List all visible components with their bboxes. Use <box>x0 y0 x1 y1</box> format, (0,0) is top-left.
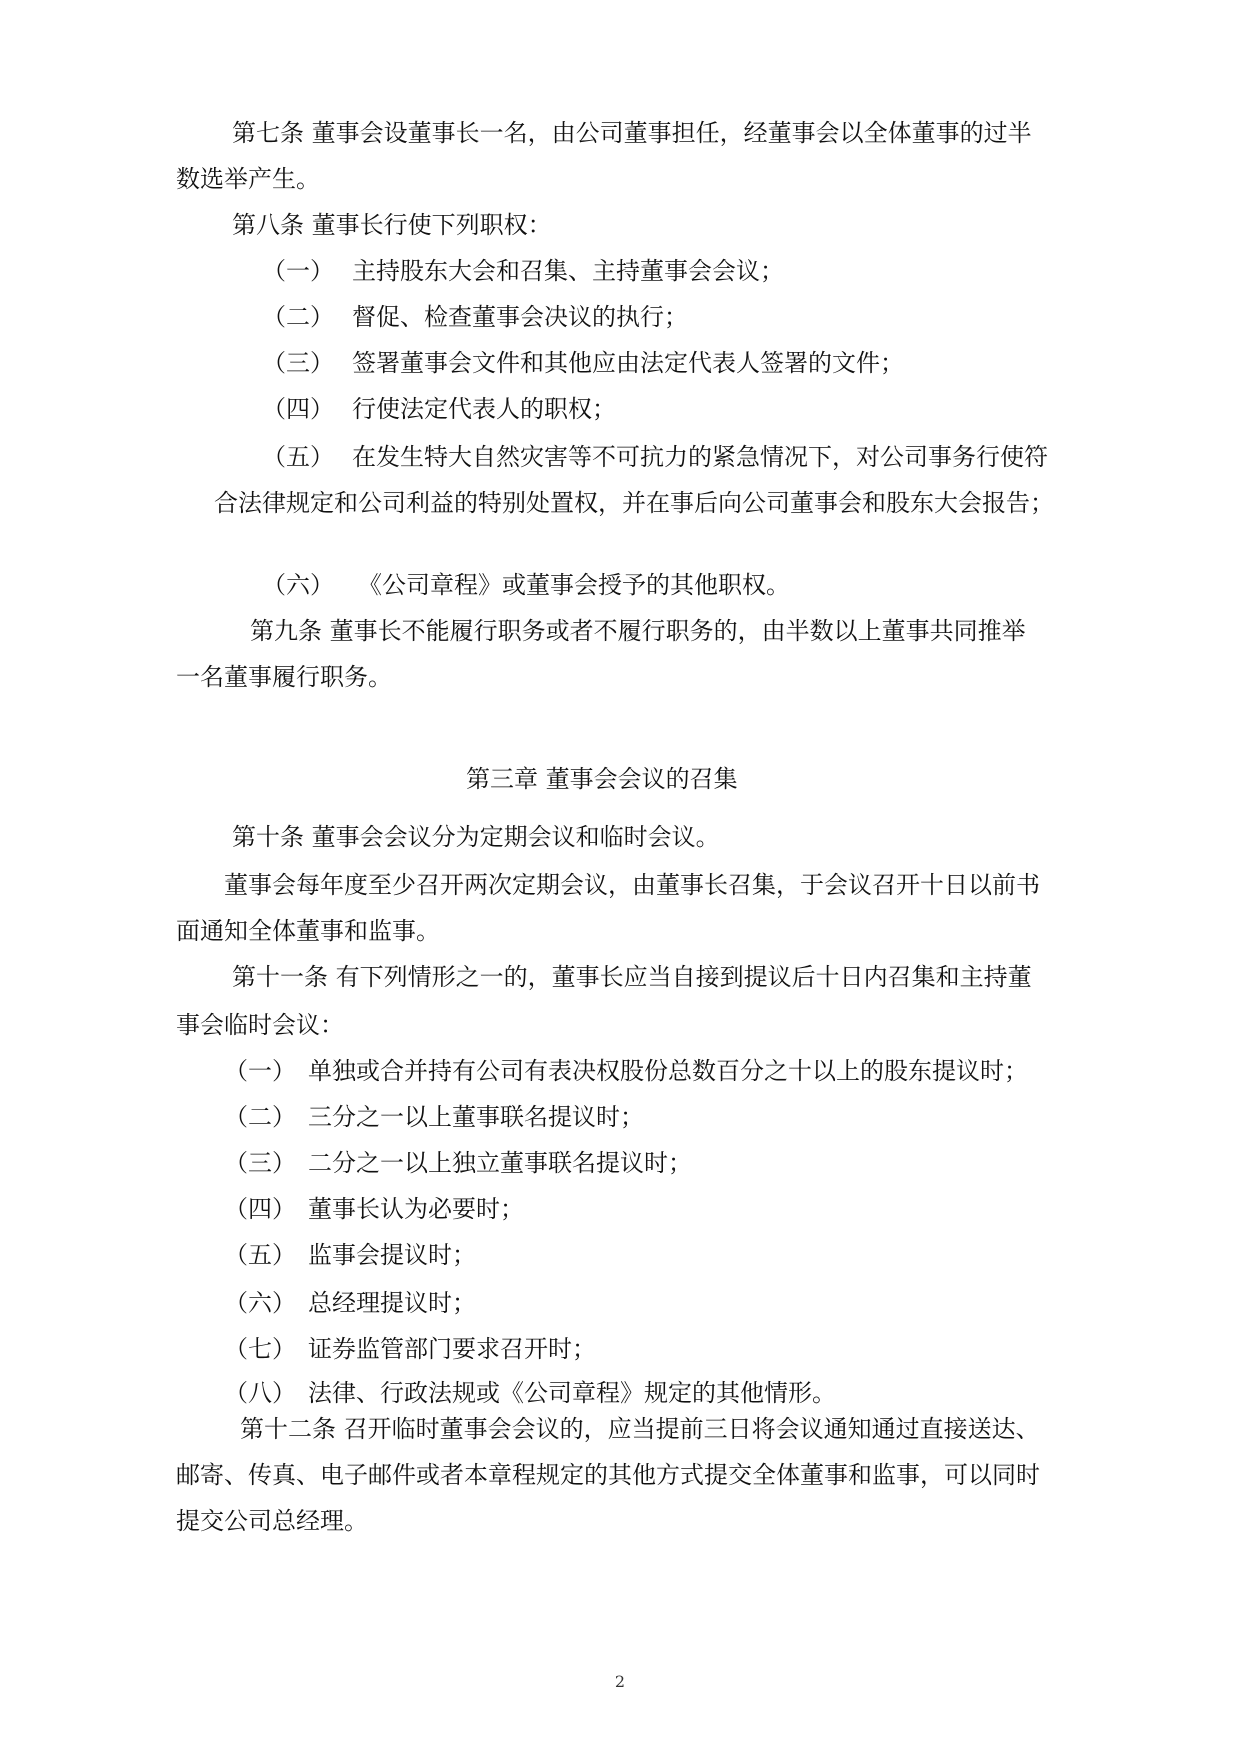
article-11-item-7 <box>224 1334 1124 1364</box>
item-text: 签署董事会文件和其他应由法定代表人签署的文件； <box>352 349 904 377</box>
item-number: （一） <box>262 257 334 285</box>
article-11-item-8 <box>224 1378 1124 1408</box>
article-8-item-3 <box>262 348 1162 378</box>
item-text: 法律、行政法规或《公司章程》规定的其他情形。 <box>308 1379 836 1407</box>
item-number: （五） <box>262 443 334 471</box>
item-number: （三） <box>224 1149 296 1177</box>
item-number: （六） <box>262 571 334 599</box>
item-text: 督促、检查董事会决议的执行； <box>352 303 688 331</box>
article-8-item-6 <box>262 570 1162 600</box>
article-10-line-1: 第十条 董事会会议分为定期会议和临时会议。 <box>232 823 720 851</box>
item-text: 主持股东大会和召集、主持董事会会议； <box>352 257 784 285</box>
article-11-line-2: 事会临时会议： <box>176 1011 344 1039</box>
article-7-line-1: 第七条 董事会设董事长一名，由公司董事担任，经董事会以全体董事的过半 <box>232 119 1032 147</box>
item-text: 单独或合并持有公司有表决权股份总数百分之十以上的股东提议时； <box>308 1057 1028 1085</box>
item-number: （二） <box>224 1103 296 1131</box>
article-7-line-2: 数选举产生。 <box>176 165 320 193</box>
item-number: （三） <box>262 349 334 377</box>
item-number: （八） <box>224 1379 296 1407</box>
article-10-paragraph-line-1: 董事会每年度至少召开两次定期会议，由董事长召集，于会议召开十日以前书 <box>224 871 1040 899</box>
article-8-item-5 <box>262 442 1162 472</box>
article-12-line-1: 第十二条 召开临时董事会会议的，应当提前三日将会议通知通过直接送达、 <box>240 1415 1040 1443</box>
item-text: 监事会提议时； <box>308 1241 476 1269</box>
item-number: （七） <box>224 1335 296 1363</box>
article-11-item-2 <box>224 1102 1124 1132</box>
article-12-line-2: 邮寄、传真、电子邮件或者本章程规定的其他方式提交全体董事和监事，可以同时 <box>176 1461 1040 1489</box>
article-9-line-1: 第九条 董事长不能履行职务或者不履行职务的，由半数以上董事共同推举 <box>250 617 1026 645</box>
item-number: （五） <box>224 1241 296 1269</box>
article-11-item-5 <box>224 1240 1124 1270</box>
page-number: 2 <box>614 1672 626 1691</box>
article-11-item-4 <box>224 1194 1124 1224</box>
article-11-item-6 <box>224 1288 1124 1318</box>
item-number: （二） <box>262 303 334 331</box>
item-text: 在发生特大自然灾害等不可抗力的紧急情况下，对公司事务行使符 <box>352 443 1048 471</box>
item-text: 《公司章程》或董事会授予的其他职权。 <box>358 571 790 599</box>
article-8-item-5-continuation: 合法律规定和公司利益的特别处置权，并在事后向公司董事会和股东大会报告； <box>214 489 1054 517</box>
article-11-item-1 <box>224 1056 1124 1086</box>
item-number: （一） <box>224 1057 296 1085</box>
article-9-line-2: 一名董事履行职务。 <box>176 663 392 691</box>
item-text: 三分之一以上董事联名提议时； <box>308 1103 644 1131</box>
chapter-3-title: 第三章 董事会会议的召集 <box>466 765 738 793</box>
item-text: 证券监管部门要求召开时； <box>308 1335 596 1363</box>
item-text: 董事长认为必要时； <box>308 1195 524 1223</box>
article-8-item-1 <box>262 256 1162 286</box>
article-12-line-3: 提交公司总经理。 <box>176 1507 368 1535</box>
article-8-intro: 第八条 董事长行使下列职权： <box>232 211 552 239</box>
item-text: 行使法定代表人的职权； <box>352 395 616 423</box>
article-11-item-3 <box>224 1148 1124 1178</box>
item-text: 总经理提议时； <box>308 1289 476 1317</box>
item-text: 二分之一以上独立董事联名提议时； <box>308 1149 692 1177</box>
item-number: （四） <box>224 1195 296 1223</box>
item-number: （四） <box>262 395 334 423</box>
article-11-line-1: 第十一条 有下列情形之一的，董事长应当自接到提议后十日内召集和主持董 <box>232 963 1032 991</box>
article-8-item-2 <box>262 302 1162 332</box>
article-8-item-4 <box>262 394 1162 424</box>
article-10-paragraph-line-2: 面通知全体董事和监事。 <box>176 917 440 945</box>
item-number: （六） <box>224 1289 296 1317</box>
